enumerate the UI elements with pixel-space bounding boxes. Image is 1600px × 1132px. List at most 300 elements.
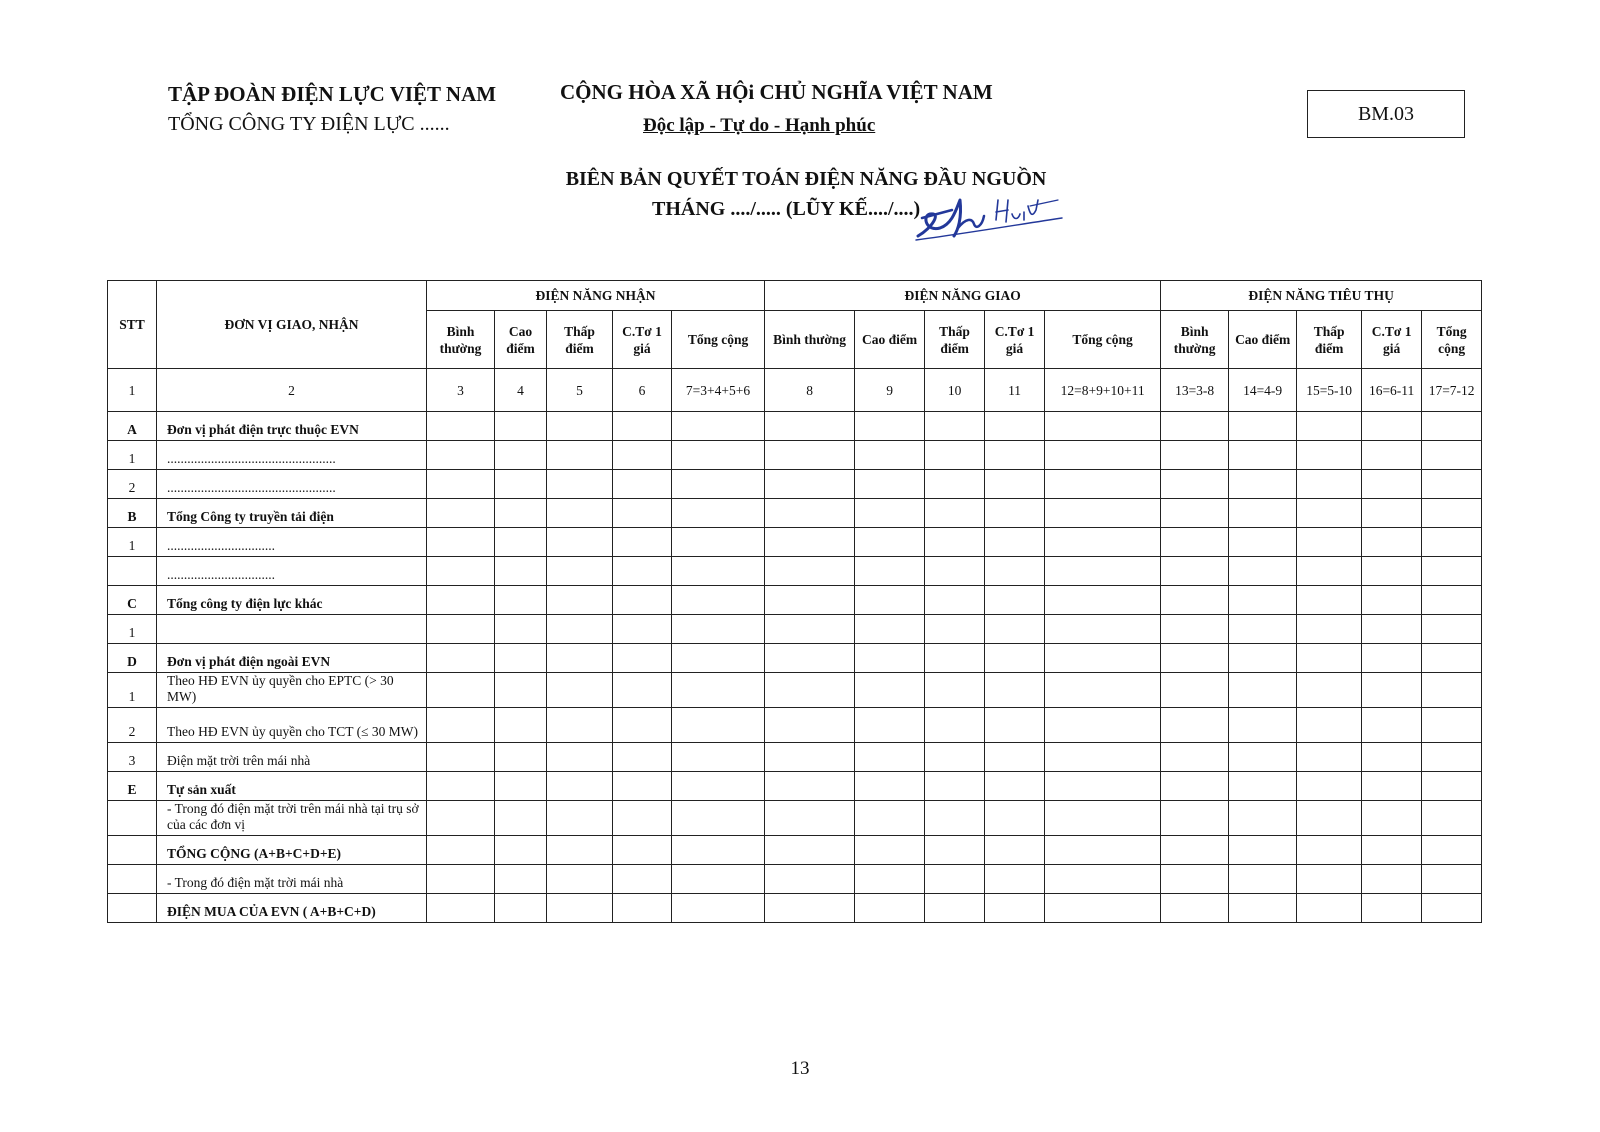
empty-value-cell — [495, 557, 547, 586]
empty-value-cell — [672, 708, 765, 743]
empty-value-cell — [1422, 441, 1482, 470]
empty-value-cell — [547, 801, 613, 836]
empty-value-cell — [925, 528, 985, 557]
empty-value-cell — [985, 894, 1045, 923]
row-stt — [108, 557, 157, 586]
empty-value-cell — [1161, 470, 1229, 499]
empty-value-cell — [1045, 528, 1161, 557]
empty-value-cell — [1297, 772, 1362, 801]
empty-value-cell — [1362, 865, 1422, 894]
empty-value-cell — [1297, 743, 1362, 772]
empty-value-cell — [672, 673, 765, 708]
empty-value-cell — [547, 412, 613, 441]
header-received-peak: Cao điểm — [495, 311, 547, 369]
empty-value-cell — [1229, 894, 1297, 923]
empty-value-cell — [613, 644, 672, 673]
empty-value-cell — [547, 772, 613, 801]
empty-value-cell — [1297, 673, 1362, 708]
national-motto: Độc lập - Tự do - Hạnh phúc — [643, 115, 876, 136]
header-consumed-peak: Cao điểm — [1229, 311, 1297, 369]
empty-value-cell — [765, 412, 855, 441]
empty-value-cell — [925, 412, 985, 441]
empty-value-cell — [1161, 412, 1229, 441]
row-unit-name — [157, 615, 427, 644]
empty-value-cell — [672, 499, 765, 528]
empty-value-cell — [495, 615, 547, 644]
empty-value-cell — [672, 894, 765, 923]
empty-value-cell — [1229, 836, 1297, 865]
row-unit-name: - Trong đó điện mặt trời mái nhà — [157, 865, 427, 894]
header-energy-delivered: ĐIỆN NĂNG GIAO — [765, 281, 1161, 311]
empty-value-cell — [765, 743, 855, 772]
empty-value-cell — [495, 441, 547, 470]
empty-value-cell — [1161, 673, 1229, 708]
empty-value-cell — [1297, 801, 1362, 836]
empty-value-cell — [1297, 865, 1362, 894]
empty-value-cell — [495, 673, 547, 708]
empty-value-cell — [1297, 615, 1362, 644]
column-index-cell: 1 — [108, 369, 157, 412]
energy-settlement-table — [107, 280, 1482, 923]
empty-value-cell — [1045, 836, 1161, 865]
empty-value-cell — [765, 865, 855, 894]
empty-value-cell — [855, 743, 925, 772]
column-index-cell: 9 — [855, 369, 925, 412]
column-index-cell: 15=5-10 — [1297, 369, 1362, 412]
table-row — [108, 528, 1482, 557]
empty-value-cell — [855, 586, 925, 615]
empty-value-cell — [495, 412, 547, 441]
row-stt — [108, 894, 157, 923]
empty-value-cell — [1161, 586, 1229, 615]
empty-value-cell — [855, 894, 925, 923]
empty-value-cell — [427, 865, 495, 894]
empty-value-cell — [672, 801, 765, 836]
empty-value-cell — [1422, 615, 1482, 644]
row-unit-name: - Trong đó điện mặt trời trên mái nhà tại trụ sở của các đơn vị — [157, 801, 427, 836]
empty-value-cell — [613, 441, 672, 470]
empty-value-cell — [1161, 528, 1229, 557]
table-row — [108, 441, 1482, 470]
empty-value-cell — [855, 528, 925, 557]
empty-value-cell — [1422, 586, 1482, 615]
page-number: 13 — [790, 1058, 810, 1079]
column-index-cell: 17=7-12 — [1422, 369, 1482, 412]
empty-value-cell — [495, 801, 547, 836]
empty-value-cell — [672, 615, 765, 644]
empty-value-cell — [1045, 644, 1161, 673]
empty-value-cell — [1161, 441, 1229, 470]
empty-value-cell — [925, 586, 985, 615]
header-received-normal: Bình thường — [427, 311, 495, 369]
empty-value-cell — [613, 708, 672, 743]
empty-value-cell — [672, 412, 765, 441]
empty-value-cell — [1297, 557, 1362, 586]
empty-value-cell — [1161, 772, 1229, 801]
empty-value-cell — [855, 615, 925, 644]
empty-value-cell — [495, 836, 547, 865]
row-unit-name: .................................................. — [157, 441, 427, 470]
table-row — [108, 673, 1482, 708]
column-index-cell: 16=6-11 — [1362, 369, 1422, 412]
header-delivered-single: C.Tơ 1 giá — [985, 311, 1045, 369]
empty-value-cell — [925, 836, 985, 865]
country-heading: CỘNG HÒA XÃ HỘi CHỦ NGHĨA VIỆT NAM — [560, 80, 993, 104]
empty-value-cell — [495, 586, 547, 615]
empty-value-cell — [427, 528, 495, 557]
empty-value-cell — [495, 528, 547, 557]
empty-value-cell — [427, 557, 495, 586]
empty-value-cell — [495, 499, 547, 528]
empty-value-cell — [1229, 772, 1297, 801]
column-index-cell: 2 — [157, 369, 427, 412]
empty-value-cell — [1045, 743, 1161, 772]
header-received-single: C.Tơ 1 giá — [613, 311, 672, 369]
empty-value-cell — [855, 673, 925, 708]
empty-value-cell — [1161, 865, 1229, 894]
row-unit-name: Theo HĐ EVN ủy quyền cho EPTC (> 30 MW) — [157, 673, 427, 708]
empty-value-cell — [1422, 644, 1482, 673]
empty-value-cell — [985, 615, 1045, 644]
empty-value-cell — [1362, 708, 1422, 743]
table-row — [108, 772, 1482, 801]
empty-value-cell — [547, 894, 613, 923]
table-row — [108, 470, 1482, 499]
empty-value-cell — [985, 528, 1045, 557]
empty-value-cell — [1297, 470, 1362, 499]
empty-value-cell — [1229, 615, 1297, 644]
empty-value-cell — [1297, 499, 1362, 528]
empty-value-cell — [495, 470, 547, 499]
empty-value-cell — [1362, 441, 1422, 470]
empty-value-cell — [672, 557, 765, 586]
row-stt: 2 — [108, 708, 157, 743]
header-energy-received: ĐIỆN NĂNG NHẬN — [427, 281, 765, 311]
empty-value-cell — [672, 441, 765, 470]
empty-value-cell — [1422, 743, 1482, 772]
table-row — [108, 801, 1482, 836]
empty-value-cell — [613, 865, 672, 894]
empty-value-cell — [1362, 470, 1422, 499]
row-stt: D — [108, 644, 157, 673]
empty-value-cell — [1362, 499, 1422, 528]
empty-value-cell — [1045, 673, 1161, 708]
empty-value-cell — [985, 470, 1045, 499]
empty-value-cell — [1161, 557, 1229, 586]
row-unit-name: ĐIỆN MUA CỦA EVN ( A+B+C+D) — [157, 894, 427, 923]
row-unit-name: ................................ — [157, 557, 427, 586]
empty-value-cell — [613, 673, 672, 708]
empty-value-cell — [925, 615, 985, 644]
row-unit-name: Đơn vị phát điện ngoài EVN — [157, 644, 427, 673]
empty-value-cell — [765, 894, 855, 923]
empty-value-cell — [985, 865, 1045, 894]
empty-value-cell — [1422, 836, 1482, 865]
empty-value-cell — [547, 586, 613, 615]
row-stt — [108, 836, 157, 865]
table-row — [108, 708, 1482, 743]
empty-value-cell — [613, 557, 672, 586]
header-consumed-offpeak: Thấp điểm — [1297, 311, 1362, 369]
empty-value-cell — [1229, 673, 1297, 708]
empty-value-cell — [1045, 894, 1161, 923]
empty-value-cell — [547, 708, 613, 743]
empty-value-cell — [1362, 836, 1422, 865]
empty-value-cell — [547, 499, 613, 528]
form-code-box: BM.03 — [1307, 90, 1465, 138]
empty-value-cell — [925, 557, 985, 586]
empty-value-cell — [1297, 441, 1362, 470]
empty-value-cell — [855, 708, 925, 743]
empty-value-cell — [855, 412, 925, 441]
empty-value-cell — [547, 557, 613, 586]
empty-value-cell — [1422, 470, 1482, 499]
empty-value-cell — [427, 644, 495, 673]
empty-value-cell — [427, 836, 495, 865]
row-unit-name: Theo HĐ EVN ủy quyền cho TCT (≤ 30 MW) — [157, 708, 427, 743]
empty-value-cell — [1229, 743, 1297, 772]
empty-value-cell — [985, 708, 1045, 743]
empty-value-cell — [1297, 528, 1362, 557]
empty-value-cell — [427, 673, 495, 708]
empty-value-cell — [855, 557, 925, 586]
empty-value-cell — [1362, 615, 1422, 644]
header-delivered-peak: Cao điểm — [855, 311, 925, 369]
row-unit-name: Đơn vị phát điện trực thuộc EVN — [157, 412, 427, 441]
header-consumed-single: C.Tơ 1 giá — [1362, 311, 1422, 369]
header-unit: ĐƠN VỊ GIAO, NHẬN — [157, 281, 427, 369]
empty-value-cell — [855, 470, 925, 499]
empty-value-cell — [1229, 557, 1297, 586]
empty-value-cell — [1422, 412, 1482, 441]
empty-value-cell — [1297, 894, 1362, 923]
table-row — [108, 557, 1482, 586]
empty-value-cell — [547, 615, 613, 644]
row-stt: 2 — [108, 470, 157, 499]
empty-value-cell — [765, 586, 855, 615]
empty-value-cell — [547, 836, 613, 865]
row-stt: 1 — [108, 673, 157, 708]
column-index-row — [108, 369, 1482, 412]
empty-value-cell — [1045, 586, 1161, 615]
column-index-cell: 10 — [925, 369, 985, 412]
empty-value-cell — [765, 557, 855, 586]
empty-value-cell — [1362, 557, 1422, 586]
header-delivered-total: Tổng cộng — [1045, 311, 1161, 369]
empty-value-cell — [1045, 412, 1161, 441]
row-stt: B — [108, 499, 157, 528]
empty-value-cell — [765, 441, 855, 470]
empty-value-cell — [855, 644, 925, 673]
empty-value-cell — [1422, 499, 1482, 528]
empty-value-cell — [613, 615, 672, 644]
empty-value-cell — [495, 644, 547, 673]
empty-value-cell — [1045, 865, 1161, 894]
empty-value-cell — [547, 441, 613, 470]
empty-value-cell — [1362, 528, 1422, 557]
empty-value-cell — [1161, 894, 1229, 923]
header-delivered-normal: Bình thường — [765, 311, 855, 369]
empty-value-cell — [495, 772, 547, 801]
empty-value-cell — [1422, 557, 1482, 586]
row-stt: 1 — [108, 615, 157, 644]
empty-value-cell — [613, 836, 672, 865]
table-row — [108, 836, 1482, 865]
empty-value-cell — [495, 865, 547, 894]
row-unit-name: Điện mặt trời trên mái nhà — [157, 743, 427, 772]
empty-value-cell — [985, 772, 1045, 801]
empty-value-cell — [1297, 412, 1362, 441]
empty-value-cell — [985, 801, 1045, 836]
empty-value-cell — [613, 499, 672, 528]
table-row — [108, 412, 1482, 441]
empty-value-cell — [765, 673, 855, 708]
empty-value-cell — [427, 470, 495, 499]
row-unit-name: Tổng Công ty truyền tải điện — [157, 499, 427, 528]
empty-value-cell — [765, 499, 855, 528]
empty-value-cell — [765, 836, 855, 865]
empty-value-cell — [547, 743, 613, 772]
empty-value-cell — [672, 528, 765, 557]
empty-value-cell — [613, 772, 672, 801]
empty-value-cell — [855, 499, 925, 528]
empty-value-cell — [765, 644, 855, 673]
header-consumed-normal: Bình thường — [1161, 311, 1229, 369]
empty-value-cell — [427, 801, 495, 836]
row-stt: 1 — [108, 441, 157, 470]
empty-value-cell — [855, 865, 925, 894]
empty-value-cell — [1229, 865, 1297, 894]
empty-value-cell — [1422, 865, 1482, 894]
empty-value-cell — [613, 528, 672, 557]
empty-value-cell — [1045, 772, 1161, 801]
empty-value-cell — [985, 586, 1045, 615]
empty-value-cell — [925, 894, 985, 923]
row-unit-name: Tự sản xuất — [157, 772, 427, 801]
column-index-cell: 5 — [547, 369, 613, 412]
empty-value-cell — [925, 801, 985, 836]
empty-value-cell — [985, 673, 1045, 708]
empty-value-cell — [495, 708, 547, 743]
empty-value-cell — [672, 743, 765, 772]
empty-value-cell — [985, 836, 1045, 865]
empty-value-cell — [1422, 673, 1482, 708]
row-stt — [108, 801, 157, 836]
row-stt: 1 — [108, 528, 157, 557]
empty-value-cell — [925, 644, 985, 673]
row-stt — [108, 865, 157, 894]
row-stt: A — [108, 412, 157, 441]
header-row-groups — [108, 281, 1482, 311]
empty-value-cell — [1229, 499, 1297, 528]
empty-value-cell — [925, 772, 985, 801]
empty-value-cell — [1362, 772, 1422, 801]
empty-value-cell — [1161, 708, 1229, 743]
empty-value-cell — [1362, 586, 1422, 615]
empty-value-cell — [925, 743, 985, 772]
empty-value-cell — [1229, 470, 1297, 499]
empty-value-cell — [985, 557, 1045, 586]
row-stt: 3 — [108, 743, 157, 772]
empty-value-cell — [925, 673, 985, 708]
empty-value-cell — [1297, 586, 1362, 615]
empty-value-cell — [1229, 528, 1297, 557]
handwritten-signature — [912, 188, 1072, 249]
empty-value-cell — [985, 412, 1045, 441]
row-unit-name: TỔNG CỘNG (A+B+C+D+E) — [157, 836, 427, 865]
column-index-cell: 3 — [427, 369, 495, 412]
empty-value-cell — [1362, 743, 1422, 772]
empty-value-cell — [1297, 836, 1362, 865]
header-delivered-offpeak: Thấp điểm — [925, 311, 985, 369]
document-period: THÁNG ..../..... (LŨY KẾ..../....) — [652, 198, 921, 220]
row-unit-name: .................................................. — [157, 470, 427, 499]
empty-value-cell — [427, 586, 495, 615]
empty-value-cell — [427, 894, 495, 923]
empty-value-cell — [672, 586, 765, 615]
empty-value-cell — [672, 772, 765, 801]
header-stt: STT — [108, 281, 157, 369]
empty-value-cell — [765, 708, 855, 743]
empty-value-cell — [925, 499, 985, 528]
empty-value-cell — [613, 894, 672, 923]
empty-value-cell — [1422, 894, 1482, 923]
header-consumed-total: Tổng cộng — [1422, 311, 1482, 369]
empty-value-cell — [1161, 615, 1229, 644]
empty-value-cell — [1229, 586, 1297, 615]
empty-value-cell — [855, 836, 925, 865]
empty-value-cell — [855, 441, 925, 470]
row-unit-name: ................................ — [157, 528, 427, 557]
empty-value-cell — [985, 499, 1045, 528]
empty-value-cell — [1045, 801, 1161, 836]
empty-value-cell — [672, 470, 765, 499]
empty-value-cell — [1045, 470, 1161, 499]
empty-value-cell — [925, 708, 985, 743]
empty-value-cell — [1161, 644, 1229, 673]
empty-value-cell — [547, 470, 613, 499]
table-row — [108, 586, 1482, 615]
empty-value-cell — [613, 412, 672, 441]
empty-value-cell — [495, 743, 547, 772]
table-row — [108, 499, 1482, 528]
column-index-cell: 4 — [495, 369, 547, 412]
empty-value-cell — [1422, 528, 1482, 557]
empty-value-cell — [985, 441, 1045, 470]
empty-value-cell — [925, 470, 985, 499]
empty-value-cell — [1229, 441, 1297, 470]
table-row — [108, 743, 1482, 772]
empty-value-cell — [1297, 708, 1362, 743]
empty-value-cell — [1362, 801, 1422, 836]
header-energy-consumed: ĐIỆN NĂNG TIÊU THỤ — [1161, 281, 1482, 311]
empty-value-cell — [855, 801, 925, 836]
empty-value-cell — [427, 708, 495, 743]
empty-value-cell — [1422, 772, 1482, 801]
empty-value-cell — [1161, 801, 1229, 836]
empty-value-cell — [1362, 894, 1422, 923]
row-unit-name: Tổng công ty điện lực khác — [157, 586, 427, 615]
empty-value-cell — [427, 499, 495, 528]
empty-value-cell — [765, 615, 855, 644]
row-stt: C — [108, 586, 157, 615]
empty-value-cell — [1161, 499, 1229, 528]
empty-value-cell — [765, 772, 855, 801]
empty-value-cell — [1422, 708, 1482, 743]
empty-value-cell — [925, 441, 985, 470]
empty-value-cell — [1229, 801, 1297, 836]
empty-value-cell — [495, 894, 547, 923]
